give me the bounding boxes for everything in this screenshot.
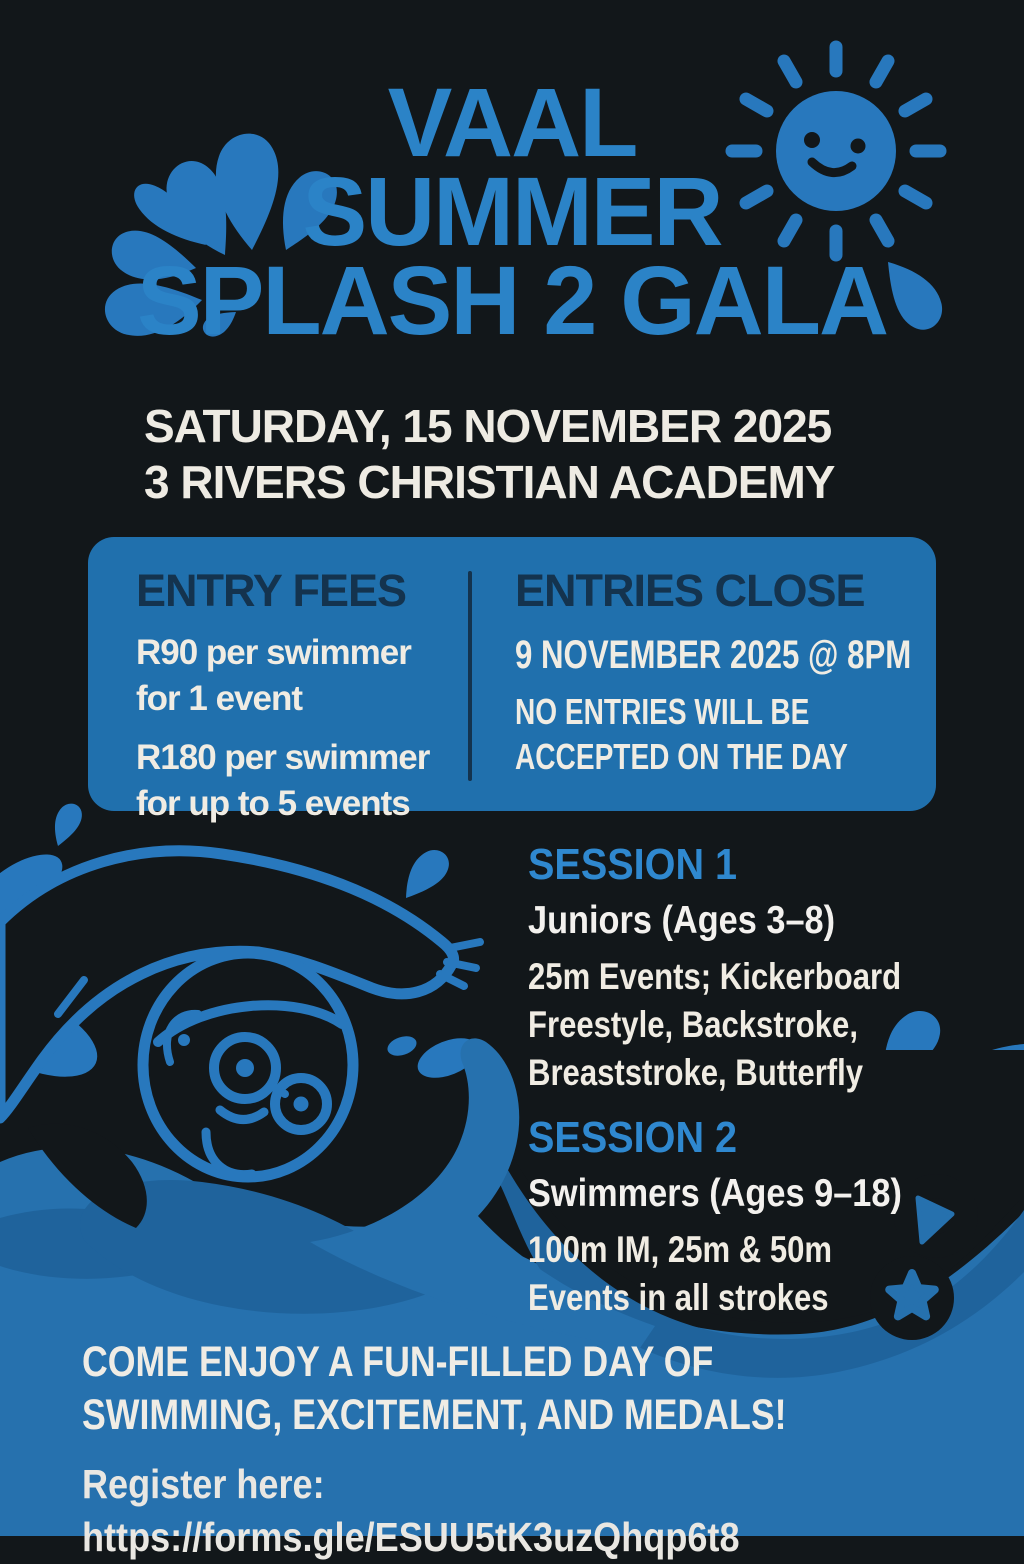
- register-url[interactable]: https://forms.gle/ESUU5tK3uzQhqp6t8: [82, 1514, 740, 1560]
- session-2-group: Swimmers (Ages 9–18): [528, 1172, 902, 1215]
- session-1-block: [528, 840, 1008, 1097]
- entry-fees-heading: ENTRY FEES: [136, 565, 407, 616]
- poster-title: [0, 68, 1024, 355]
- event-details: [144, 398, 834, 510]
- session-2-block: [528, 1113, 1008, 1322]
- register-section: [82, 1458, 931, 1564]
- entries-deadline: 9 NOVEMBER 2025 @ 8PM: [515, 633, 912, 677]
- event-venue: 3 RIVERS CHRISTIAN ACADEMY: [144, 456, 835, 508]
- swimmer-illustration: [0, 800, 484, 1177]
- sessions: [528, 840, 1008, 1322]
- session-2-heading: SESSION 2: [528, 1113, 738, 1162]
- session-1-heading: SESSION 1: [528, 840, 738, 889]
- session-2-events: 100m IM, 25m & 50m Events in all strokes: [528, 1229, 833, 1318]
- register-label: Register here:: [82, 1461, 325, 1507]
- title-line-2: SUMMER: [302, 157, 722, 266]
- info-box: [88, 537, 936, 823]
- footer: [82, 1336, 931, 1564]
- entries-close-heading: ENTRIES CLOSE: [515, 565, 865, 616]
- event-date: SATURDAY, 15 NOVEMBER 2025: [144, 400, 832, 452]
- fee-item: R180 per swimmer for up to 5 events: [136, 738, 430, 823]
- fee-item: R90 per swimmer for 1 event: [136, 633, 411, 718]
- title-line-3: SPLASH 2 GALA: [136, 246, 888, 355]
- session-1-events: 25m Events; Kickerboard Freestyle, Backstroke, Breaststroke, Butterfly: [528, 956, 902, 1093]
- session-1-group: Juniors (Ages 3–8): [528, 899, 836, 942]
- title-line-1: VAAL: [387, 68, 637, 177]
- entry-fees-section: [136, 565, 429, 827]
- entries-close-section: [515, 565, 1023, 779]
- entries-note: NO ENTRIES WILL BE ACCEPTED ON THE DAY: [515, 691, 848, 777]
- info-box-divider: [468, 571, 472, 781]
- tagline: COME ENJOY A FUN-FILLED DAY OF SWIMMING, EXCITEMENT, AND MEDALS!: [82, 1338, 787, 1439]
